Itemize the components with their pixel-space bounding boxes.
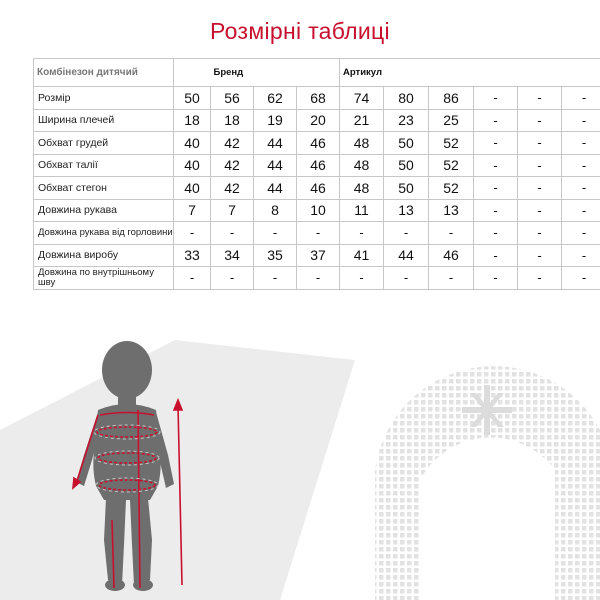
size-cell: 33 <box>174 244 211 267</box>
size-cell: 48 <box>340 154 384 177</box>
size-cell: - <box>518 132 562 155</box>
size-cell: 40 <box>174 177 211 200</box>
size-cell: 35 <box>254 244 297 267</box>
size-cell: 50 <box>174 87 211 110</box>
size-cell: 23 <box>384 109 429 132</box>
size-cell: - <box>518 267 562 290</box>
size-cell: - <box>562 244 600 267</box>
size-cell: 52 <box>429 154 474 177</box>
size-cell: - <box>562 199 600 222</box>
row-label: Обхват талії <box>34 154 174 177</box>
size-table <box>33 58 600 290</box>
size-cell: 86 <box>429 87 474 110</box>
size-cell: - <box>562 222 600 245</box>
size-cell: 44 <box>384 244 429 267</box>
size-cell: - <box>384 267 429 290</box>
size-cell: 68 <box>297 87 340 110</box>
size-cell: - <box>518 244 562 267</box>
size-cell: 40 <box>174 132 211 155</box>
table-row <box>34 109 600 132</box>
size-cell: 11 <box>340 199 384 222</box>
size-cell: 46 <box>297 132 340 155</box>
size-cell: 52 <box>429 177 474 200</box>
size-cell: 20 <box>297 109 340 132</box>
size-cell: 46 <box>429 244 474 267</box>
size-cell: - <box>474 109 518 132</box>
size-cell: - <box>518 222 562 245</box>
table-header-row <box>34 59 600 87</box>
size-cell: 10 <box>297 199 340 222</box>
size-cell: 62 <box>254 87 297 110</box>
size-cell: 44 <box>254 132 297 155</box>
size-cell: - <box>297 222 340 245</box>
size-cell: - <box>254 267 297 290</box>
size-cell: 37 <box>297 244 340 267</box>
row-label: Обхват грудей <box>34 132 174 155</box>
size-cell: 48 <box>340 177 384 200</box>
table-row <box>34 267 600 290</box>
size-cell: - <box>518 87 562 110</box>
size-cell: 48 <box>340 132 384 155</box>
size-cell: - <box>297 267 340 290</box>
size-cell: 34 <box>211 244 254 267</box>
size-cell: - <box>562 87 600 110</box>
table-row <box>34 244 600 267</box>
size-cell: - <box>562 132 600 155</box>
row-label: Розмір <box>34 87 174 110</box>
size-cell: 50 <box>384 132 429 155</box>
size-cell: 42 <box>211 154 254 177</box>
size-cell: - <box>474 244 518 267</box>
row-label: Довжина виробу <box>34 244 174 267</box>
size-cell: - <box>474 199 518 222</box>
size-cell: - <box>340 267 384 290</box>
article-label: Артикул <box>340 59 600 87</box>
size-cell: - <box>429 222 474 245</box>
size-cell: 7 <box>211 199 254 222</box>
size-cell: 21 <box>340 109 384 132</box>
size-cell: - <box>211 267 254 290</box>
row-label: Обхват стегон <box>34 177 174 200</box>
size-cell: - <box>254 222 297 245</box>
size-cell: - <box>562 109 600 132</box>
size-cell: - <box>474 177 518 200</box>
size-cell: 44 <box>254 177 297 200</box>
size-cell: 19 <box>254 109 297 132</box>
size-cell: - <box>211 222 254 245</box>
brand-spacer <box>174 59 211 87</box>
size-cell: 46 <box>297 154 340 177</box>
size-cell: 74 <box>340 87 384 110</box>
size-cell: - <box>562 154 600 177</box>
shadow-wedge <box>0 340 355 600</box>
table-row <box>34 199 600 222</box>
size-cell: - <box>518 177 562 200</box>
table-row <box>34 132 600 155</box>
size-cell: 13 <box>384 199 429 222</box>
size-cell: - <box>174 222 211 245</box>
size-cell: 46 <box>297 177 340 200</box>
brand-label: Бренд <box>211 59 340 87</box>
size-cell: 41 <box>340 244 384 267</box>
table-row <box>34 177 600 200</box>
size-cell: - <box>474 87 518 110</box>
size-cell: 13 <box>429 199 474 222</box>
size-cell: 50 <box>384 154 429 177</box>
body-measurement-illustration <box>0 330 600 600</box>
size-cell: 18 <box>211 109 254 132</box>
size-cell: 52 <box>429 132 474 155</box>
size-cell: - <box>174 267 211 290</box>
size-cell: 18 <box>174 109 211 132</box>
size-cell: - <box>474 222 518 245</box>
size-cell: 56 <box>211 87 254 110</box>
size-cell: 80 <box>384 87 429 110</box>
row-label: Ширина плечей <box>34 109 174 132</box>
size-cell: 44 <box>254 154 297 177</box>
row-label: Довжина рукава <box>34 199 174 222</box>
table-row <box>34 87 600 110</box>
size-cell: - <box>518 154 562 177</box>
size-cell: 7 <box>174 199 211 222</box>
table-row <box>34 222 600 245</box>
size-cell: 42 <box>211 177 254 200</box>
size-cell: - <box>474 154 518 177</box>
table-row <box>34 154 600 177</box>
size-cell: 42 <box>211 132 254 155</box>
size-cell: - <box>518 109 562 132</box>
size-cell: - <box>562 267 600 290</box>
size-cell: 40 <box>174 154 211 177</box>
size-cell: - <box>518 199 562 222</box>
size-cell: - <box>474 132 518 155</box>
size-cell: 25 <box>429 109 474 132</box>
product-name: Комбінезон дитячий <box>34 59 174 87</box>
size-cell: 8 <box>254 199 297 222</box>
size-cell: - <box>562 177 600 200</box>
page-title: Розмірні таблиці <box>210 18 390 44</box>
size-cell: 50 <box>384 177 429 200</box>
size-cell: - <box>474 267 518 290</box>
size-cell: - <box>340 222 384 245</box>
size-cell: - <box>384 222 429 245</box>
row-label: Довжина рукава від горловини <box>34 222 174 245</box>
size-cell: - <box>429 267 474 290</box>
row-label: Довжина по внутрішньому шву <box>34 267 174 290</box>
